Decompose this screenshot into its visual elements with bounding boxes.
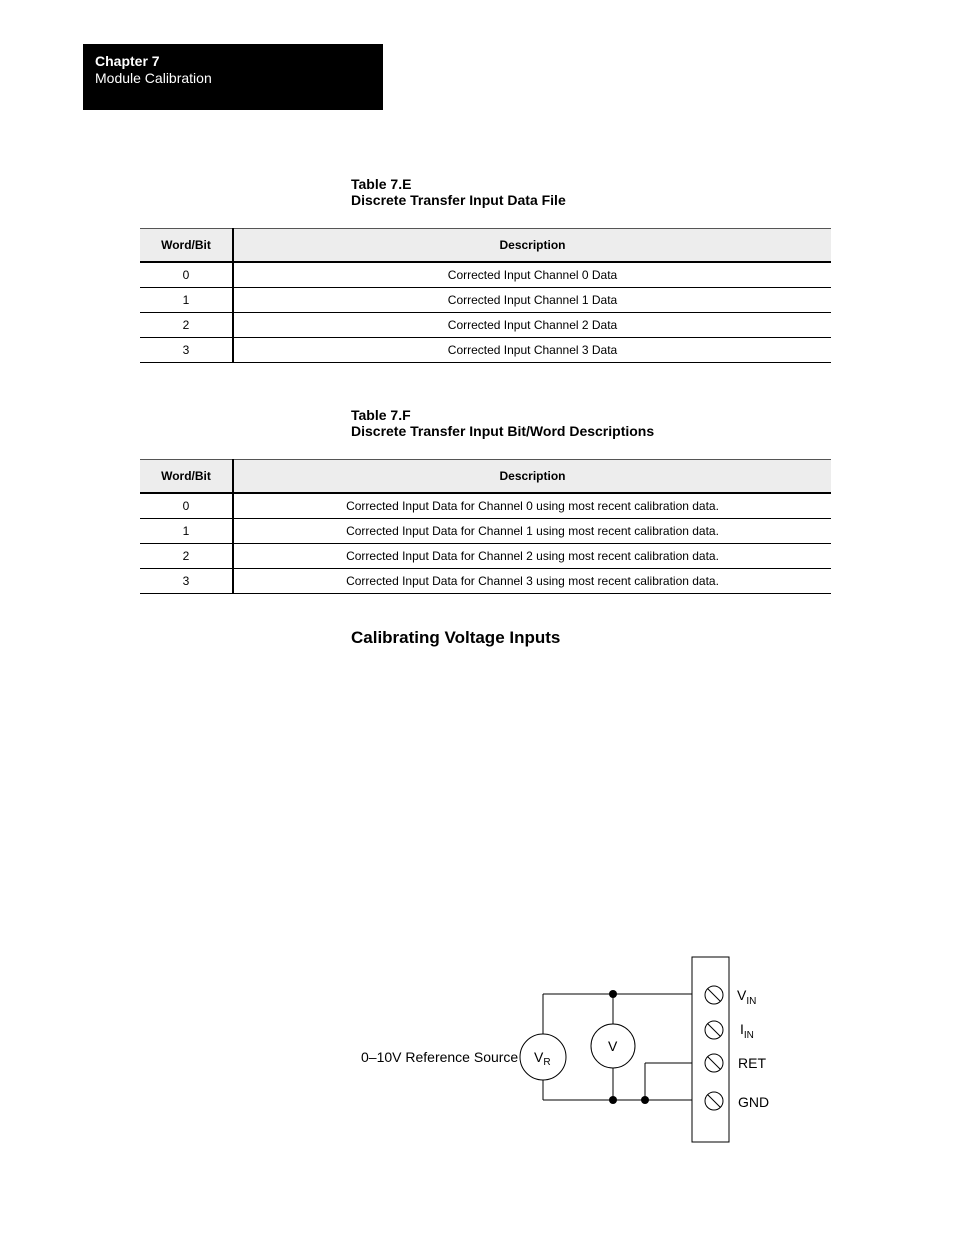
description-cell: Corrected Input Channel 2 Data [233, 313, 831, 338]
description-cell: Corrected Input Channel 0 Data [233, 262, 831, 288]
table-e-caption [351, 176, 566, 208]
description-cell: Corrected Input Data for Channel 1 using most recent calibration data. [233, 519, 831, 544]
junction-dot [609, 990, 617, 998]
description-cell: Corrected Input Data for Channel 0 using most recent calibration data. [233, 493, 831, 519]
word-bit-cell: 0 [140, 493, 233, 519]
screw-icon-gnd [705, 1092, 723, 1110]
column-header-word-bit: Word/Bit [140, 229, 233, 263]
column-header-word-bit: Word/Bit [140, 460, 233, 494]
table-row [140, 288, 831, 313]
screw-icon-iin [705, 1021, 723, 1039]
meter-label: V [608, 1038, 618, 1054]
table-e [140, 228, 831, 363]
table-f-caption [351, 407, 654, 439]
terminal-label-iin: $I_{IN}$ [740, 1021, 754, 1041]
table-header-row [140, 460, 831, 494]
word-bit-cell: 1 [140, 288, 233, 313]
word-bit-cell: 2 [140, 544, 233, 569]
terminal-label-ret: RET [738, 1055, 766, 1071]
word-bit-cell: 0 [140, 262, 233, 288]
table-row [140, 313, 831, 338]
description-cell: Corrected Input Data for Channel 2 using most recent calibration data. [233, 544, 831, 569]
table-header-row [140, 229, 831, 263]
screw-icon-ret [705, 1054, 723, 1072]
word-bit-cell: 3 [140, 338, 233, 363]
description-cell: Corrected Input Channel 3 Data [233, 338, 831, 363]
table-row [140, 519, 831, 544]
vr-label: $V_R$ [534, 1049, 551, 1068]
description-cell: Corrected Input Data for Channel 3 using most recent calibration data. [233, 569, 831, 594]
table-row [140, 493, 831, 519]
terminal-label-gnd: GND [738, 1094, 770, 1110]
word-bit-cell: 3 [140, 569, 233, 594]
word-bit-cell: 1 [140, 519, 233, 544]
table-f-number: Table 7.F [351, 407, 411, 423]
table-row [140, 569, 831, 594]
chapter-number: Chapter 7 [95, 53, 160, 69]
wiring-diagram [350, 950, 780, 1150]
word-bit-cell: 2 [140, 313, 233, 338]
junction-dot [641, 1096, 649, 1104]
table-row [140, 544, 831, 569]
table-row [140, 262, 831, 288]
table-f-title: Discrete Transfer Input Bit/Word Descriptions [351, 423, 655, 439]
column-header-description: Description [233, 229, 831, 263]
terminal-block [692, 957, 729, 1142]
table-e-title: Discrete Transfer Input Data File [351, 192, 566, 208]
table-row [140, 338, 831, 363]
table-f [140, 459, 831, 594]
chapter-title: Module Calibration [95, 70, 212, 86]
section-heading: Calibrating Voltage Inputs [351, 628, 561, 647]
source-label: 0–10V Reference Source [361, 1049, 519, 1065]
chapter-header [83, 44, 383, 110]
terminal-label-vin: $V_{IN}$ [737, 987, 757, 1007]
junction-dot [609, 1096, 617, 1104]
screw-icon-vin [705, 986, 723, 1004]
description-cell: Corrected Input Channel 1 Data [233, 288, 831, 313]
table-e-number: Table 7.E [351, 176, 412, 192]
column-header-description: Description [233, 460, 831, 494]
